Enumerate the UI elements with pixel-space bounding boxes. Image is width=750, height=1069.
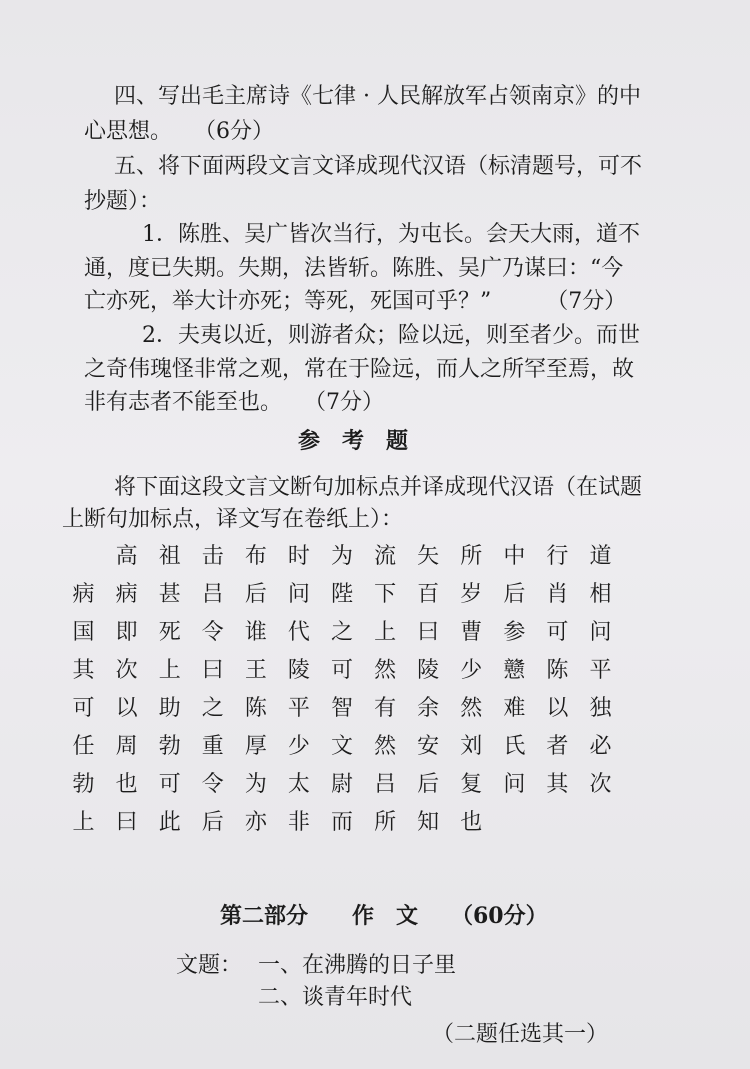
q5-passage1-line-1: 1．陈胜、吴广皆次当行，为屯长。会天大雨，道不 xyxy=(142,222,640,247)
grid-row-7 xyxy=(62,766,622,804)
grid-row-4 xyxy=(62,652,622,690)
q5-passage1-line-2: 通，度已失期。失期，法皆斩。陈胜、吴广乃谋曰：“今 xyxy=(84,256,624,281)
grid-cell: 然 xyxy=(374,658,397,683)
grid-cell: 以 xyxy=(115,696,138,721)
grid-cell: 复 xyxy=(460,772,483,797)
grid-cell xyxy=(536,804,579,842)
grid-cell: 助 xyxy=(158,696,181,721)
character-grid xyxy=(62,538,622,842)
grid-cell: 少 xyxy=(460,658,483,683)
q5-passage2-line-3: 非有志者不能至也。 （7分） xyxy=(84,390,384,415)
grid-cell: 令 xyxy=(201,772,224,797)
grid-cell: 勃 xyxy=(158,734,181,759)
grid-cell: 者 xyxy=(546,734,569,759)
grid-cell: 行 xyxy=(546,544,569,569)
q4-line-2: 心思想。 （6分） xyxy=(84,119,274,144)
part2-heading: 第二部分 作 文 （60分） xyxy=(220,903,548,929)
grid-cell: 相 xyxy=(589,582,612,607)
grid-cell: 病 xyxy=(115,582,138,607)
reference-instruction-line-2: 上断句加标点，译文写在卷纸上）： xyxy=(62,507,404,532)
q5-passage1-line-3: 亡亦死，举大计亦死；等死，死国可乎？” （7分） xyxy=(84,289,627,314)
grid-row-6 xyxy=(62,728,622,766)
grid-cell: 任 xyxy=(72,734,95,759)
grid-cell: 时 xyxy=(287,544,310,569)
grid-cell: 文 xyxy=(331,734,354,759)
grid-cell: 为 xyxy=(331,544,354,569)
grid-cell: 陵 xyxy=(287,658,310,683)
q5-line-1: 五、将下面两段文言文译成现代汉语（标清题号，可不 xyxy=(114,154,643,179)
grid-cell: 亦 xyxy=(244,810,267,835)
grid-cell: 后 xyxy=(201,810,224,835)
grid-cell: 独 xyxy=(589,696,612,721)
grid-cell: 而 xyxy=(331,810,354,835)
grid-row-5 xyxy=(62,690,622,728)
grid-cell: 百 xyxy=(417,582,440,607)
grid-cell: 吕 xyxy=(374,772,397,797)
grid-cell: 陈 xyxy=(244,696,267,721)
topics-label: 文题： xyxy=(176,953,243,978)
grid-cell: 然 xyxy=(460,696,483,721)
grid-cell: 其 xyxy=(72,658,95,683)
q5-line-2: 抄题）： xyxy=(84,189,162,214)
grid-cell: 吕 xyxy=(201,582,224,607)
grid-cell: 陈 xyxy=(546,658,569,683)
grid-cell: 问 xyxy=(503,772,526,797)
grid-cell: 即 xyxy=(115,620,138,645)
grid-cell: 曹 xyxy=(460,620,483,645)
grid-cell: 岁 xyxy=(460,582,483,607)
grid-cell: 令 xyxy=(201,620,224,645)
grid-cell: 非 xyxy=(287,810,310,835)
grid-cell: 安 xyxy=(417,734,440,759)
grid-cell: 重 xyxy=(201,734,224,759)
grid-cell: 智 xyxy=(331,696,354,721)
grid-cell: 上 xyxy=(72,810,95,835)
grid-cell: 死 xyxy=(158,620,181,645)
grid-cell: 少 xyxy=(287,734,310,759)
grid-cell xyxy=(62,538,105,576)
grid-cell: 王 xyxy=(244,658,267,683)
grid-cell: 曰 xyxy=(115,810,138,835)
grid-cell: 下 xyxy=(374,582,397,607)
grid-cell: 也 xyxy=(460,810,483,835)
grid-cell: 上 xyxy=(158,658,181,683)
grid-row-2 xyxy=(62,576,622,614)
q4-line-1: 四、写出毛主席诗《七律 · 人民解放军占领南京》的中 xyxy=(114,84,641,109)
grid-cell: 厚 xyxy=(244,734,267,759)
grid-cell xyxy=(493,804,536,842)
grid-cell: 曰 xyxy=(201,658,224,683)
grid-cell: 道 xyxy=(589,544,612,569)
grid-cell: 上 xyxy=(374,620,397,645)
grid-row-1 xyxy=(62,538,622,576)
grid-cell: 平 xyxy=(589,658,612,683)
grid-cell: 参 xyxy=(503,620,526,645)
grid-cell: 曰 xyxy=(417,620,440,645)
grid-cell: 为 xyxy=(244,772,267,797)
grid-cell: 所 xyxy=(374,810,397,835)
grid-cell: 后 xyxy=(417,772,440,797)
grid-cell: 高 xyxy=(115,544,138,569)
grid-cell: 氏 xyxy=(503,734,526,759)
grid-cell: 祖 xyxy=(158,544,181,569)
grid-cell: 戆 xyxy=(503,658,526,683)
reference-instruction-line-1: 将下面这段文言文断句加标点并译成现代汉语（在试题 xyxy=(114,475,643,500)
grid-cell: 后 xyxy=(244,582,267,607)
grid-cell: 必 xyxy=(589,734,612,759)
grid-cell: 甚 xyxy=(158,582,181,607)
grid-cell: 可 xyxy=(546,620,569,645)
grid-cell: 次 xyxy=(589,772,612,797)
grid-cell: 所 xyxy=(460,544,483,569)
grid-cell xyxy=(579,804,622,842)
grid-cell: 肖 xyxy=(546,582,569,607)
grid-cell: 也 xyxy=(115,772,138,797)
grid-cell: 此 xyxy=(158,810,181,835)
grid-cell: 可 xyxy=(72,696,95,721)
grid-cell: 代 xyxy=(287,620,310,645)
grid-cell: 其 xyxy=(546,772,569,797)
grid-cell: 有 xyxy=(374,696,397,721)
grid-cell: 尉 xyxy=(331,772,354,797)
grid-cell: 矢 xyxy=(417,544,440,569)
grid-cell: 可 xyxy=(158,772,181,797)
grid-cell: 流 xyxy=(374,544,397,569)
grid-cell: 问 xyxy=(589,620,612,645)
reference-heading: 参 考 题 xyxy=(298,428,409,454)
grid-cell: 以 xyxy=(546,696,569,721)
grid-cell: 之 xyxy=(201,696,224,721)
grid-cell: 击 xyxy=(201,544,224,569)
grid-cell: 难 xyxy=(503,696,526,721)
q5-passage2-line-2: 之奇伟瑰怪非常之观，常在于险远，而人之所罕至焉，故 xyxy=(84,357,635,382)
grid-cell: 知 xyxy=(417,810,440,835)
grid-cell: 太 xyxy=(287,772,310,797)
grid-cell: 问 xyxy=(287,582,310,607)
grid-cell: 次 xyxy=(115,658,138,683)
topic-2: 二、谈青年时代 xyxy=(258,985,413,1010)
grid-cell: 中 xyxy=(503,544,526,569)
grid-cell: 国 xyxy=(72,620,95,645)
q5-passage2-line-1: 2．夫夷以近，则游者众；险以远，则至者少。而世 xyxy=(142,323,640,348)
grid-cell: 然 xyxy=(374,734,397,759)
grid-cell: 陛 xyxy=(331,582,354,607)
topic-1: 一、在沸腾的日子里 xyxy=(258,953,457,978)
grid-row-8 xyxy=(62,804,622,842)
grid-cell: 周 xyxy=(115,734,138,759)
grid-cell: 刘 xyxy=(460,734,483,759)
grid-cell: 病 xyxy=(72,582,95,607)
grid-row-3 xyxy=(62,614,622,652)
grid-cell: 平 xyxy=(287,696,310,721)
choose-one-note: （二题任选其一） xyxy=(432,1022,609,1047)
grid-cell: 余 xyxy=(417,696,440,721)
grid-cell: 后 xyxy=(503,582,526,607)
grid-cell: 谁 xyxy=(244,620,267,645)
grid-cell: 可 xyxy=(331,658,354,683)
grid-cell: 之 xyxy=(331,620,354,645)
grid-cell: 布 xyxy=(244,544,267,569)
grid-cell: 勃 xyxy=(72,772,95,797)
grid-cell: 陵 xyxy=(417,658,440,683)
